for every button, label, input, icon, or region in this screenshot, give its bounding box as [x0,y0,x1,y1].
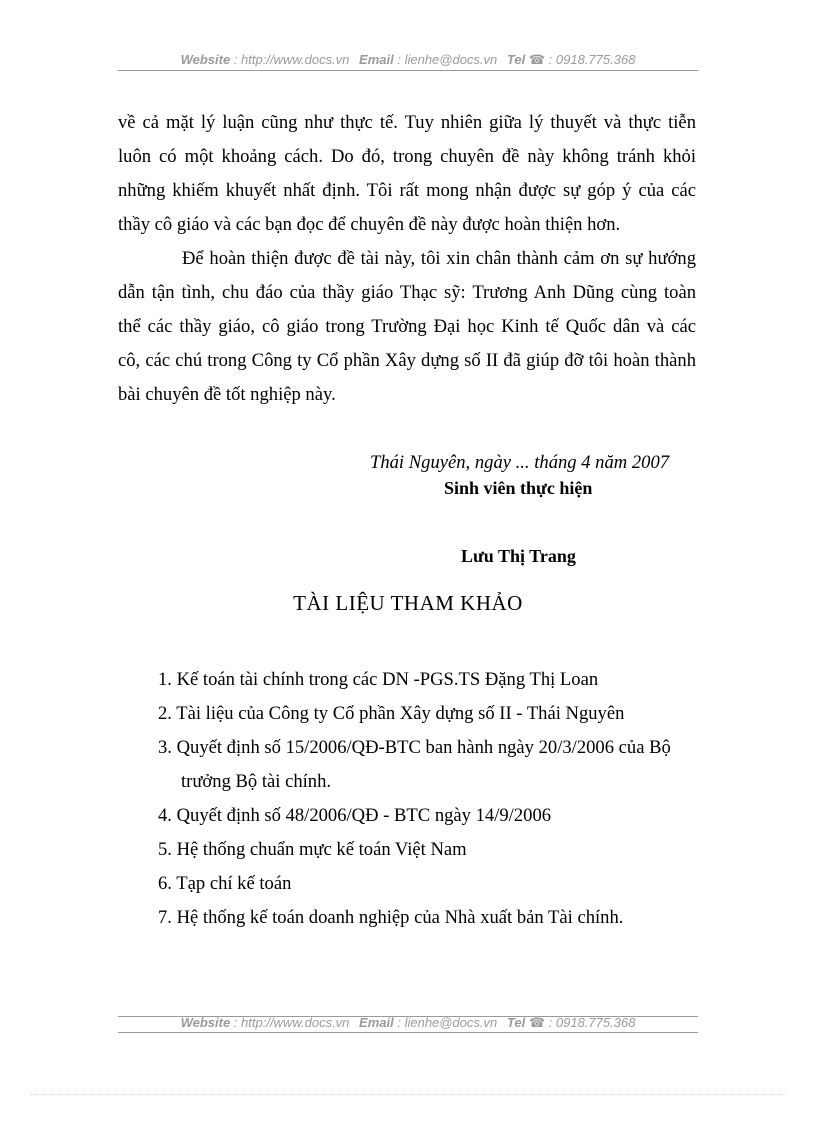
tel-label: Tel [506,1015,526,1030]
website-label: Website [180,1015,231,1030]
body-paragraph-2 [118,242,696,412]
text-line: về cả mặt lý luận cũng như thực tế. Tuy nhiên giữa lý thuyết và thực tiễn [118,112,696,133]
text-line: cô, các chú trong Công ty Cổ phần Xây dựng số II đã giúp đỡ tôi hoàn thành [118,350,696,371]
header-rule [118,70,698,71]
references-heading: TÀI LIỆU THAM KHẢO [293,591,523,615]
reference-item: 1. Kế toán tài chính trong các DN -PGS.TS Đặng Thị Loan [158,669,599,690]
reference-item: 2. Tài liệu của Công ty Cổ phần Xây dựng số II - Thái Nguyên [158,703,625,724]
page-footer [118,1015,698,1031]
reference-item: 7. Hệ thống kế toán doanh nghiệp của Nhà xuất bản Tài chính. [158,907,624,928]
reference-item-continuation: trưởng Bộ tài chính. [181,771,332,792]
text-line: thể các thầy giáo, cô giáo trong Trường Đại học Kinh tế Quốc dân và các [118,316,696,337]
reference-item: 3. Quyết định số 15/2006/QĐ-BTC ban hành ngày 20/3/2006 của Bộ [158,737,671,758]
phone-icon: ☎ [528,52,546,67]
footer-bottom-rule [118,1032,698,1033]
text-line: luôn có một khoảng cách. Do đó, trong chuyên đề này không tránh khỏi [118,146,696,167]
text-line: thầy cô giáo và các bạn đọc để chuyên đề này được hoàn thiện hơn. [118,214,621,235]
tel-label: Tel [506,52,526,67]
email-label: Email [359,1015,394,1030]
body-paragraph-1 [118,106,696,242]
tel-value: : 0918.775.368 [548,52,636,67]
website-value[interactable]: : http://www.docs.vn [233,52,350,67]
reference-item: 5. Hệ thống chuẩn mực kế toán Việt Nam [158,839,467,860]
text-line: dẫn tận tình, chu đáo của thầy giáo Thạc sỹ: Trương Anh Dũng cùng toàn [118,282,696,303]
signer-name: Lưu Thị Trang [461,546,576,566]
text-line: những khiếm khuyết nhất định. Tôi rất mong nhận được sự góp ý của các [118,180,696,201]
tel-value: : 0918.775.368 [548,1015,636,1030]
page-bottom-border [30,1094,786,1095]
references-list [158,663,671,935]
text-line: Để hoàn thiện được đề tài này, tôi xin chân thành cảm ơn sự hướng [182,248,696,269]
text-line: bài chuyên đề tốt nghiệp này. [118,384,336,405]
signer-role: Sinh viên thực hiện [444,478,593,498]
reference-item: 4. Quyết định số 48/2006/QĐ - BTC ngày 14/9/2006 [158,805,552,826]
email-value[interactable]: : lienhe@docs.vn [397,1015,498,1030]
email-value[interactable]: : lienhe@docs.vn [397,52,498,67]
reference-item: 6. Tạp chí kế toán [158,873,292,894]
place-date: Thái Nguyên, ngày ... tháng 4 năm 2007 [370,452,670,473]
email-label: Email [359,52,394,67]
phone-icon: ☎ [528,1015,546,1030]
page-header [118,52,698,68]
website-label: Website [180,52,231,67]
website-value[interactable]: : http://www.docs.vn [233,1015,350,1030]
